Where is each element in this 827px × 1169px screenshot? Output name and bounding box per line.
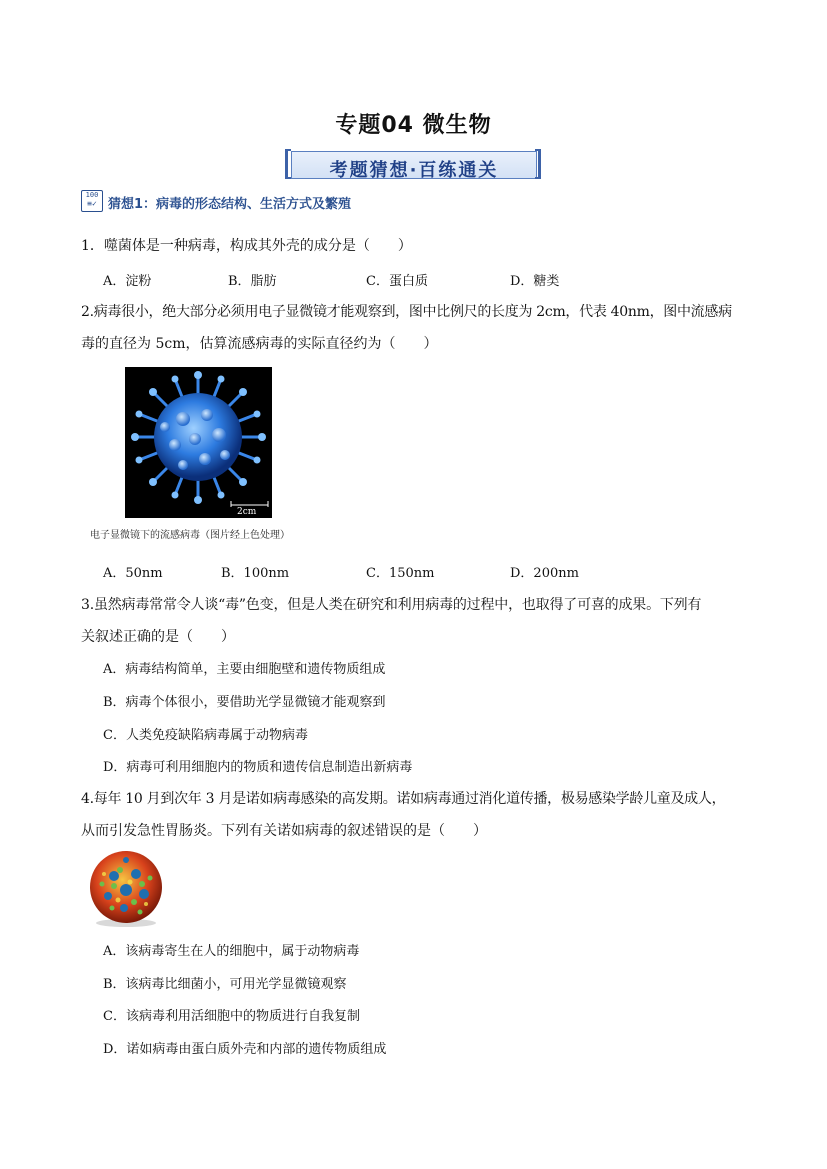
q1-option-c: C．蛋白质 xyxy=(366,274,428,289)
score-icon-text: 100 xyxy=(85,191,99,199)
q3-option-b: B．病毒个体很小，要借助光学显微镜才能观察到 xyxy=(103,695,386,710)
q2-option-a: A．50nm xyxy=(103,566,163,581)
q2-option-c: C．150nm xyxy=(366,566,435,581)
score-100-icon: 100 ≡✓ xyxy=(81,190,103,212)
norovirus-illustration xyxy=(84,848,168,928)
influenza-virus-image xyxy=(125,367,272,518)
q3-option-c: C．人类免疫缺陷病毒属于动物病毒 xyxy=(103,728,308,743)
banner-right-bracket xyxy=(535,149,541,179)
q3-option-d: D．病毒可利用细胞内的物质和遗传信息制造出新病毒 xyxy=(103,760,413,775)
q4-option-c: C．该病毒利用活细胞中的物质进行自我复制 xyxy=(103,1009,360,1024)
q2-option-b: B．100nm xyxy=(221,566,290,581)
q1-option-b: B．脂肪 xyxy=(228,274,277,289)
q3-stem-line1: 3.虽然病毒常常令人谈“毒”色变，但是人类在研究和利用病毒的过程中，也取得了可喜的成果。下列有 xyxy=(81,597,702,613)
virus-image-caption: 电子显微镜下的流感病毒（图片经上色处理） xyxy=(90,530,290,541)
banner-text: 考题猜想·百练通关 xyxy=(329,160,499,181)
q4-option-b: B．该病毒比细菌小，可用光学显微镜观察 xyxy=(103,977,347,992)
q2-stem-line1: 2.病毒很小，绝大部分必须用电子显微镜才能观察到，图中比例尺的长度为 2cm，代表 40nm，图中流感病 xyxy=(81,304,732,320)
q1-stem: 1．噬菌体是一种病毒，构成其外壳的成分是（ ） xyxy=(81,238,412,254)
q4-stem-line2: 从而引发急性胃肠炎。下列有关诺如病毒的叙述错误的是（ ） xyxy=(81,823,487,839)
influenza-virus-illustration xyxy=(125,367,272,518)
q3-stem-line2: 关叙述正确的是（ ） xyxy=(81,629,235,645)
q2-stem-line2: 毒的直径为 5cm，估算流感病毒的实际直径约为（ ） xyxy=(81,336,438,352)
page-title: 专题04 微生物 xyxy=(335,113,492,138)
banner xyxy=(285,149,541,181)
scale-bar-label: 2cm xyxy=(237,507,257,517)
q4-option-d: D．诺如病毒由蛋白质外壳和内部的遗传物质组成 xyxy=(103,1042,387,1057)
q1-option-a: A．淀粉 xyxy=(103,274,152,289)
norovirus-image xyxy=(84,848,168,928)
q1-option-d: D．糖类 xyxy=(510,274,560,289)
q4-option-a: A．该病毒寄生在人的细胞中，属于动物病毒 xyxy=(103,944,360,959)
q4-stem-line1: 4.每年 10 月到次年 3 月是诺如病毒感染的高发期。诺如病毒通过消化道传播，极易感染学龄儿童及成人， xyxy=(81,791,726,807)
q2-option-d: D．200nm xyxy=(510,566,579,581)
banner-box xyxy=(291,151,537,179)
q3-option-a: A．病毒结构简单，主要由细胞壁和遗传物质组成 xyxy=(103,662,386,677)
section-title: 猜想1：病毒的形态结构、生活方式及繁殖 xyxy=(108,197,352,212)
